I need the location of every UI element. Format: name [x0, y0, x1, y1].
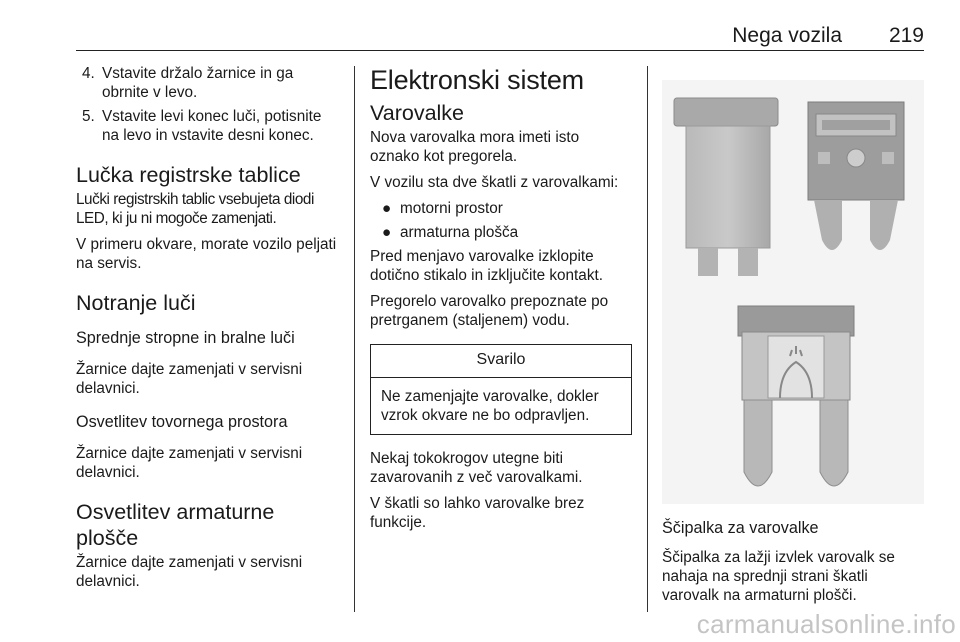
paragraph: V primeru okvare, morate vozilo peljati na servis.	[76, 236, 337, 272]
fuse-box-list	[370, 199, 632, 242]
list-item: ● armaturna plošča	[382, 224, 519, 241]
step-number: 5.	[82, 108, 95, 125]
paragraph: Nova varovalka mora imeti isto oznako kot pregorela.	[370, 129, 580, 165]
paragraph: Lučki registrskih tablic vsebujeta diodi LED, ki ju ni mogoče zamenjati.	[76, 191, 314, 227]
column-divider-1	[354, 66, 355, 612]
paragraph: Žarnice dajte zamenjati v servisni delavnici.	[76, 361, 303, 397]
warning-text: Ne zamenjajte varovalke, dokler vzrok okvare ne bo odpravljen.	[381, 388, 599, 424]
fuse-side-view	[674, 98, 778, 276]
step-item	[76, 107, 340, 145]
warning-box	[370, 344, 632, 435]
step-item	[76, 64, 340, 102]
subheading-fuse-extractor: Ščipalka za varovalke	[662, 519, 819, 537]
paragraph: Pregorelo varovalko prepoznate po pretrganem (staljenem) vodu.	[370, 293, 609, 329]
step-number: 4.	[82, 65, 95, 82]
paragraph: V vozilu sta dve škatli z varovalkami:	[370, 174, 619, 191]
watermark: carmanualsonline.info	[696, 609, 956, 639]
section-heading-dash-lighting: Osvetlitev armaturne plošče	[76, 500, 275, 550]
subheading-front-lights: Sprednje stropne in bralne luči	[76, 329, 295, 347]
paragraph: V škatli so lahko varovalke brez funkcije.	[370, 495, 585, 531]
paragraph: Ščipalka za lažji izvlek varovalk se nahaja na sprednji strani škatli varovalk na armaturni plošči.	[662, 549, 895, 604]
warning-title: Svarilo	[371, 345, 631, 378]
column-divider-2	[647, 66, 648, 612]
step-text: Vstavite levi konec luči, potisnite na levo in vstavite desni konec.	[102, 108, 322, 144]
section-heading-fuses: Varovalke	[370, 101, 465, 125]
step-list	[76, 64, 340, 145]
fuse-illustration	[662, 80, 924, 504]
page-number: 219	[888, 24, 924, 47]
header-rule	[76, 50, 924, 51]
fuse-mini-view	[738, 306, 854, 486]
fuse-drawing	[662, 80, 924, 504]
column-3-text	[662, 518, 924, 612]
paragraph: Pred menjavo varovalke izklopite dotično stikalo in izključite kontakt.	[370, 248, 603, 284]
bullet-icon: ●	[382, 224, 392, 241]
column-2	[370, 64, 632, 539]
section-heading-interior-lights: Notranje luči	[76, 291, 196, 315]
subheading-cargo-light: Osvetlitev tovornega prostora	[76, 413, 288, 431]
paragraph: Nekaj tokokrogov utegne biti zavarovanih z več varovalkami.	[370, 450, 583, 486]
bullet-icon: ●	[382, 200, 392, 217]
step-text: Vstavite držalo žarnice in ga obrnite v levo.	[102, 65, 294, 101]
list-item: ● motorni prostor	[382, 200, 503, 217]
chapter-title: Nega vozila	[732, 24, 842, 47]
paragraph: Žarnice dajte zamenjati v servisni delavnici.	[76, 445, 303, 481]
chapter-heading-electronics: Elektronski sistem	[370, 65, 584, 95]
fuse-front-view	[808, 102, 904, 250]
paragraph: Žarnice dajte zamenjati v servisni delavnici.	[76, 554, 303, 590]
column-1	[76, 64, 340, 598]
section-heading-plate-light: Lučka registrske tablice	[76, 163, 301, 187]
page-header	[76, 0, 924, 52]
